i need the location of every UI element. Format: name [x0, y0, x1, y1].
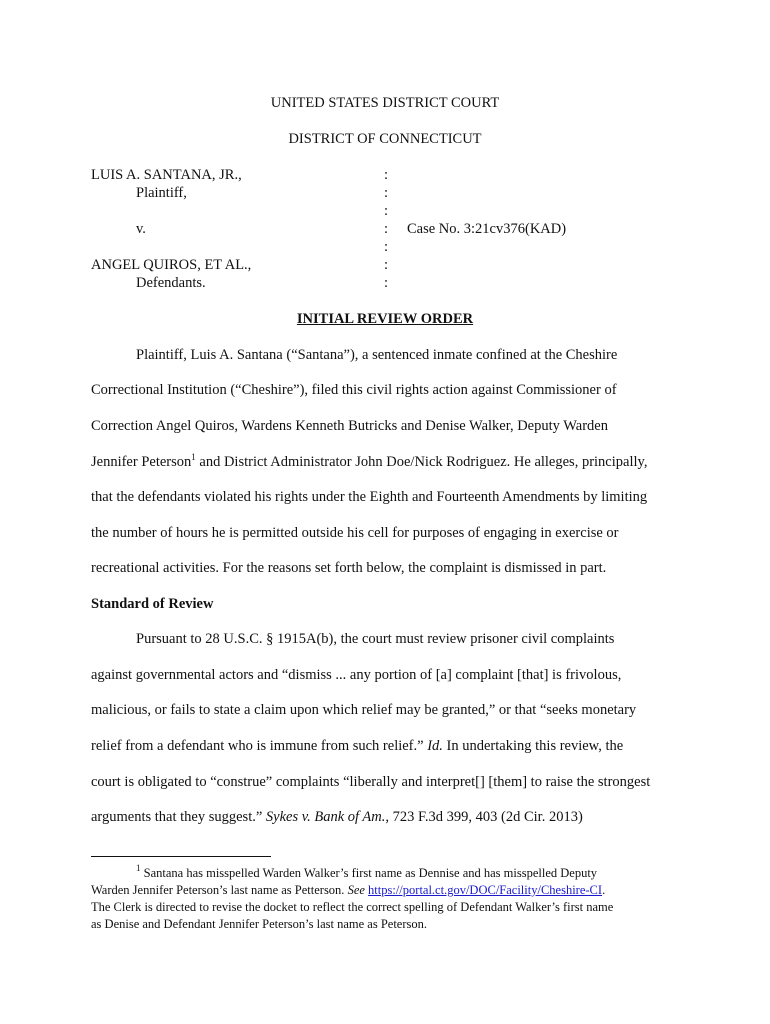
footnote-line: as Denise and Defendant Jennifer Peterson’s last name as Peterson.	[91, 917, 428, 931]
text-run: and District Administrator John Doe/Nick Rodriguez. He alleges, principally,	[199, 454, 648, 470]
court-name: UNITED STATES DISTRICT COURT	[270, 95, 500, 111]
caption-colon: :	[384, 221, 389, 237]
paragraph-line: malicious, or fails to state a claim upon which relief may be granted,” or that “seeks monetary	[91, 702, 637, 718]
text-run: Jennifer Peterson	[91, 454, 192, 470]
case-number: Case No. 3:21cv376(KAD)	[407, 221, 567, 237]
paragraph-line	[91, 452, 648, 470]
versus: v.	[136, 221, 146, 237]
case-citation-name: Sykes v. Bank of Am.	[265, 809, 386, 825]
text-run: In undertaking this review, the	[446, 738, 624, 754]
caption-colon: :	[384, 167, 389, 183]
footnote-divider	[91, 856, 271, 857]
caption-colon: :	[384, 203, 389, 219]
paragraph-line: Correction Angel Quiros, Wardens Kenneth Butricks and Denise Walker, Deputy Warden	[91, 418, 608, 434]
see-signal: See	[347, 883, 365, 897]
footnote-line: The Clerk is directed to revise the docket to reflect the correct spelling of Defendant Walker’s first name	[91, 900, 614, 914]
defendant-name: ANGEL QUIROS, ET AL.,	[91, 257, 252, 273]
text-run: Warden Jennifer Peterson’s last name as Petterson.	[91, 883, 345, 897]
paragraph-line: the number of hours he is permitted outside his cell for purposes of engaging in exercise or	[91, 525, 619, 541]
paragraph-line: Plaintiff, Luis A. Santana (“Santana”), a sentenced inmate confined at the Cheshire	[136, 347, 618, 363]
paragraph-line	[91, 739, 623, 754]
plaintiff-role: Plaintiff,	[136, 185, 187, 201]
citation-id: Id.	[427, 738, 443, 754]
order-title: INITIAL REVIEW ORDER	[296, 311, 474, 327]
caption-colon: :	[384, 185, 389, 201]
paragraph-line: against governmental actors and “dismiss ... any portion of [a] complaint [that] is frivolous,	[91, 667, 622, 683]
paragraph-line: Pursuant to 28 U.S.C. § 1915A(b), the court must review prisoner civil complaints	[136, 631, 615, 647]
footnote-line	[136, 863, 598, 880]
text-run: Santana has misspelled Warden Walker’s first name as Dennise and has misspelled Deputy	[143, 866, 598, 880]
text-run: relief from a defendant who is immune from such relief.”	[91, 738, 424, 754]
text-run: , 723 F.3d 399, 403 (2d Cir. 2013)	[385, 809, 583, 825]
defendant-role: Defendants.	[136, 275, 206, 291]
plaintiff-name: LUIS A. SANTANA, JR.,	[91, 167, 242, 183]
footnote-reference[interactable]: 1	[191, 452, 196, 462]
text-run: .	[602, 883, 606, 897]
section-heading: Standard of Review	[91, 596, 214, 612]
paragraph-line: Correctional Institution (“Cheshire”), filed this civil rights action against Commissioner of	[91, 382, 617, 398]
text-run: arguments that they suggest.”	[91, 809, 263, 825]
caption-colon: :	[384, 275, 389, 291]
caption-colon: :	[384, 257, 389, 273]
paragraph-line	[91, 810, 583, 825]
caption-colon: :	[384, 239, 389, 255]
footnote-marker: 1	[136, 863, 141, 873]
paragraph-line: that the defendants violated his rights under the Eighth and Fourteenth Amendments by limiting	[91, 489, 648, 505]
footnote-line	[91, 884, 605, 897]
footnote-link[interactable]: https://portal.ct.gov/DOC/Facility/Cheshire-CI	[368, 883, 603, 897]
district-name: DISTRICT OF CONNECTICUT	[288, 131, 482, 147]
paragraph-line: recreational activities. For the reasons set forth below, the complaint is dismissed in part.	[91, 560, 607, 576]
paragraph-line: court is obligated to “construe” complaints “liberally and interpret[] [them] to raise the strongest	[91, 774, 651, 790]
